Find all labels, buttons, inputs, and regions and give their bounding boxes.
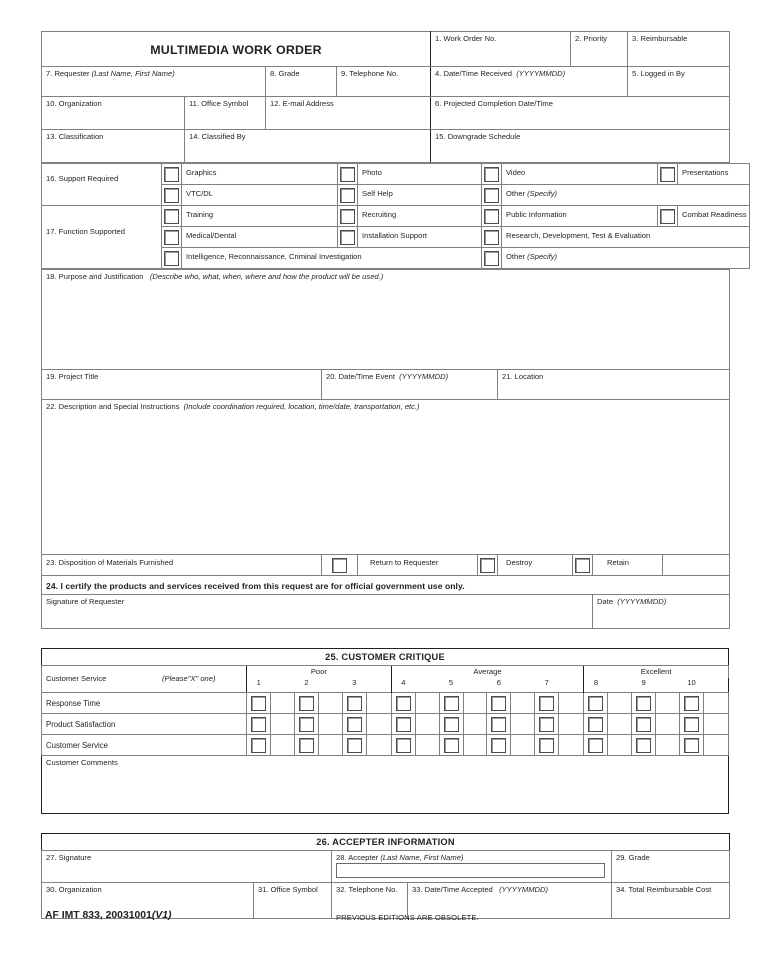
field-description-special-instructions: 22. Description and Special Instructions (Include coordination required, location, time/date, transportation, etc.)	[46, 402, 420, 411]
field-accepter-office-symbol: 31. Office Symbol	[258, 885, 318, 894]
requester-row	[42, 67, 730, 97]
field-organization: 10. Organization	[46, 99, 102, 108]
field-work-order-no: 1. Work Order No.	[435, 34, 497, 43]
rating-spacer	[463, 714, 487, 735]
option-label-support-other: Other (Specify)	[506, 189, 558, 198]
checkbox-public-information[interactable]	[484, 209, 499, 224]
rating-cell-customer-service-9[interactable]	[632, 735, 656, 756]
field-logged-in-by: 5. Logged in By	[632, 69, 685, 78]
rating-cell-customer-service-3[interactable]	[342, 735, 366, 756]
checkbox-installation-support[interactable]	[340, 230, 355, 245]
rating-cell-response-time-2[interactable]	[294, 693, 318, 714]
description-row[interactable]	[42, 400, 730, 555]
field-date-time-received: 4. Date/Time Received (YYYYMMDD)	[435, 69, 566, 78]
rating-spacer	[608, 714, 632, 735]
field-email-address: 12. E-mail Address	[270, 99, 334, 108]
accepter-name-format-hint: (Last Name, First Name)	[380, 853, 464, 862]
checkbox-product-satisfaction-1[interactable]	[251, 717, 266, 732]
rating-cell-response-time-7[interactable]	[535, 693, 559, 714]
rating-cell-product-satisfaction-3[interactable]	[342, 714, 366, 735]
field-accepter-telephone-no: 32. Telephone No.	[336, 885, 398, 894]
checkbox-customer-service-4[interactable]	[396, 738, 411, 753]
field-grade: 8. Grade	[270, 69, 300, 78]
field-priority: 2. Priority	[575, 34, 608, 43]
checkbox-customer-service-7[interactable]	[539, 738, 554, 753]
rating-spacer	[559, 714, 584, 735]
certification-statement: 24. I certify the products and services received from this request are for official government use only.	[46, 581, 465, 591]
checkbox-customer-service-9[interactable]	[636, 738, 651, 753]
checkbox-product-satisfaction-5[interactable]	[444, 717, 459, 732]
critique-title: 25. CUSTOMER CRITIQUE	[325, 652, 445, 662]
requester-signature-row[interactable]	[42, 595, 730, 629]
checkbox-product-satisfaction-10[interactable]	[684, 717, 699, 732]
support-required-row-1	[42, 164, 750, 185]
checkbox-retain[interactable]	[575, 558, 590, 573]
critique-number-6: 6	[496, 678, 502, 688]
option-label-recruiting: Recruiting	[362, 210, 397, 219]
rating-spacer	[511, 735, 535, 756]
checkbox-cell-graphics[interactable]	[162, 164, 182, 185]
rating-cell-product-satisfaction-7[interactable]	[535, 714, 559, 735]
checkbox-cell-vtcdl[interactable]	[162, 185, 182, 206]
customer-critique-block	[41, 648, 729, 814]
option-label-destroy: Destroy	[506, 558, 533, 567]
rating-spacer	[318, 714, 342, 735]
form-footer	[41, 910, 729, 932]
checkbox-return-to-requester[interactable]	[332, 558, 347, 573]
field-downgrade-schedule: 15. Downgrade Schedule	[435, 132, 521, 141]
rating-spacer	[463, 735, 487, 756]
field-projected-completion: 6. Projected Completion Date/Time	[435, 99, 553, 108]
rating-spacer	[559, 693, 584, 714]
work-order-block	[41, 31, 730, 163]
date-event-format-hint: (YYYYMMDD)	[399, 372, 449, 381]
option-label-intelligence: Intelligence, Reconnaissance, Criminal Investigation	[186, 252, 362, 261]
rating-cell-customer-service-1[interactable]	[247, 735, 271, 756]
critique-row-response-time	[42, 693, 729, 714]
checkbox-response-time-3[interactable]	[347, 696, 362, 711]
critique-row-label-customer-service: Customer Service	[46, 741, 108, 750]
customer-comments-row[interactable]	[42, 756, 729, 814]
rating-cell-response-time-3[interactable]	[342, 693, 366, 714]
field-classification: 13. Classification	[46, 132, 104, 141]
field-signature-date: Date (YYYYMMDD)	[597, 597, 667, 606]
field-accepter-signature[interactable]: 27. Signature	[46, 853, 92, 862]
date-accepted-format-hint: (YYYYMMDD)	[499, 885, 549, 894]
option-label-vtcdl: VTC/DL	[186, 189, 214, 198]
checkbox-training[interactable]	[164, 209, 179, 224]
checkbox-cell-destroy[interactable]	[478, 555, 498, 576]
checkbox-response-time-5[interactable]	[444, 696, 459, 711]
rating-cell-product-satisfaction-6[interactable]	[487, 714, 511, 735]
purpose-row[interactable]	[42, 270, 730, 370]
critique-header-label: Customer Service	[46, 674, 107, 683]
checkbox-customer-service-3[interactable]	[347, 738, 362, 753]
option-label-photo: Photo	[362, 168, 382, 177]
rating-spacer	[318, 693, 342, 714]
rating-spacer	[415, 714, 439, 735]
option-label-training: Training	[186, 210, 214, 219]
rating-spacer	[415, 693, 439, 714]
checkbox-response-time-7[interactable]	[539, 696, 554, 711]
checkbox-cell-function-other[interactable]	[482, 248, 502, 269]
checkbox-photo[interactable]	[340, 167, 355, 182]
block-gap-2	[41, 814, 729, 833]
critique-number-8: 8	[593, 678, 599, 688]
critique-number-9: 9	[641, 678, 646, 688]
checkbox-cell-training[interactable]	[162, 206, 182, 227]
rating-cell-customer-service-2[interactable]	[294, 735, 318, 756]
rating-cell-response-time-6[interactable]	[487, 693, 511, 714]
field-date-time-accepted: 33. Date/Time Accepted (YYYYMMDD)	[412, 885, 549, 894]
option-label-installation-support: Installation Support	[362, 231, 428, 240]
checkbox-cell-rdte[interactable]	[482, 227, 502, 248]
field-classified-by: 14. Classified By	[189, 132, 246, 141]
rating-cell-product-satisfaction-9[interactable]	[632, 714, 656, 735]
checkbox-product-satisfaction-2[interactable]	[299, 717, 314, 732]
footer-form-id: AF IMT 833, 20031001(V1)	[45, 910, 172, 921]
checkbox-cell-intelligence[interactable]	[162, 248, 182, 269]
checkbox-response-time-8[interactable]	[588, 696, 603, 711]
field-signature-of-requester[interactable]: Signature of Requester	[46, 597, 125, 606]
field-disposition-of-materials: 23. Disposition of Materials Furnished	[46, 558, 174, 567]
rating-spacer	[703, 693, 728, 714]
option-label-graphics: Graphics	[186, 168, 217, 177]
critique-band-row	[42, 666, 729, 679]
rating-spacer	[559, 735, 584, 756]
signature-date-format-hint: (YYYYMMDD)	[617, 597, 667, 606]
certification-row	[42, 576, 730, 595]
classification-row	[42, 130, 730, 163]
rating-spacer	[608, 693, 632, 714]
form-page	[41, 31, 747, 919]
checkbox-cell-installation-support[interactable]	[338, 227, 358, 248]
rating-cell-customer-service-6[interactable]	[487, 735, 511, 756]
field-requester: 7. Requester (Last Name, First Name)	[46, 69, 175, 78]
field-date-time-event: 20. Date/Time Event (YYYYMMDD)	[326, 372, 449, 381]
rating-cell-product-satisfaction-1[interactable]	[247, 714, 271, 735]
rating-cell-response-time-5[interactable]	[439, 693, 463, 714]
field-project-title: 19. Project Title	[46, 372, 99, 381]
rating-spacer	[511, 693, 535, 714]
rating-spacer	[270, 693, 294, 714]
checkbox-customer-service-5[interactable]	[444, 738, 459, 753]
date-received-format-hint: (YYYYMMDD)	[516, 69, 566, 78]
function-other-specify-hint: (Specify)	[527, 252, 558, 261]
critique-number-3: 3	[352, 678, 357, 688]
rating-spacer	[656, 714, 680, 735]
rating-spacer	[318, 735, 342, 756]
field-total-reimbursable-cost: 34. Total Reimbursable Cost	[616, 885, 712, 894]
rating-spacer	[703, 714, 728, 735]
project-row	[42, 370, 730, 400]
checkbox-cell-combat-readiness[interactable]	[658, 206, 678, 227]
checkbox-cell-self-help[interactable]	[338, 185, 358, 206]
rating-spacer	[366, 714, 391, 735]
checkbox-customer-service-2[interactable]	[299, 738, 314, 753]
checkbox-graphics[interactable]	[164, 167, 179, 182]
checkbox-customer-service-1[interactable]	[251, 738, 266, 753]
checkbox-cell-support-other[interactable]	[482, 185, 502, 206]
checkbox-vtcdl[interactable]	[164, 188, 179, 203]
option-label-presentations: Presentations	[682, 168, 729, 177]
rating-cell-response-time-1[interactable]	[247, 693, 271, 714]
rating-cell-product-satisfaction-5[interactable]	[439, 714, 463, 735]
critique-row-label-product-satisfaction: Product Satisfaction	[46, 720, 116, 729]
footer-note: PREVIOUS EDITIONS ARE OBSOLETE.	[336, 913, 479, 922]
support-function-block	[41, 163, 750, 269]
option-label-self-help: Self Help	[362, 189, 393, 198]
checkbox-destroy[interactable]	[480, 558, 495, 573]
rating-cell-response-time-9[interactable]	[632, 693, 656, 714]
rating-spacer	[415, 735, 439, 756]
accepter-information-block	[41, 833, 730, 919]
checkbox-cell-retain[interactable]	[573, 555, 593, 576]
disposition-row	[42, 555, 730, 576]
rating-cell-customer-service-4[interactable]	[391, 735, 415, 756]
checkbox-customer-service-6[interactable]	[491, 738, 506, 753]
checkbox-cell-presentations[interactable]	[658, 164, 678, 185]
rating-spacer	[463, 693, 487, 714]
checkbox-response-time-9[interactable]	[636, 696, 651, 711]
critique-band-excellent: Excellent	[640, 667, 672, 676]
checkbox-product-satisfaction-6[interactable]	[491, 717, 506, 732]
checkbox-recruiting[interactable]	[340, 209, 355, 224]
field-accepter-grade: 29. Grade	[616, 853, 650, 862]
rating-cell-response-time-10[interactable]	[679, 693, 703, 714]
field-location: 21. Location	[502, 372, 544, 381]
field-telephone-no: 9. Telephone No.	[341, 69, 399, 78]
checkbox-medical-dental[interactable]	[164, 230, 179, 245]
option-label-public-information: Public Information	[506, 210, 567, 219]
option-label-retain: Retain	[607, 558, 629, 567]
rating-cell-response-time-8[interactable]	[584, 693, 608, 714]
critique-number-5: 5	[448, 678, 454, 688]
rating-cell-product-satisfaction-8[interactable]	[584, 714, 608, 735]
option-label-return-to-requester: Return to Requester	[370, 558, 439, 567]
checkbox-cell-video[interactable]	[482, 164, 502, 185]
rating-cell-customer-service-7[interactable]	[535, 735, 559, 756]
field-function-supported: 17. Function Supported	[46, 227, 125, 236]
checkbox-intelligence[interactable]	[164, 251, 179, 266]
rating-spacer	[656, 693, 680, 714]
rating-cell-product-satisfaction-2[interactable]	[294, 714, 318, 735]
checkbox-cell-recruiting[interactable]	[338, 206, 358, 227]
option-label-function-other: Other (Specify)	[506, 252, 558, 261]
critique-number-4: 4	[401, 678, 406, 688]
field-office-symbol: 11. Office Symbol	[189, 99, 249, 108]
rating-cell-customer-service-10[interactable]	[679, 735, 703, 756]
title-row	[42, 32, 730, 67]
accepter-signature-row	[42, 851, 730, 883]
rating-cell-product-satisfaction-10[interactable]	[679, 714, 703, 735]
critique-row-label-response-time: Response Time	[46, 699, 101, 708]
critique-band-average: Average	[473, 667, 502, 676]
checkbox-response-time-6[interactable]	[491, 696, 506, 711]
checkbox-product-satisfaction-9[interactable]	[636, 717, 651, 732]
checkbox-cell-public-information[interactable]	[482, 206, 502, 227]
description-hint: (Include coordination required, location, time/date, transportation, etc.)	[183, 402, 420, 411]
purpose-hint: (Describe who, what, when, where and how the product will be used.)	[149, 272, 384, 281]
critique-header-hint: (Please"X" one)	[162, 674, 216, 683]
rating-spacer	[608, 735, 632, 756]
checkbox-combat-readiness[interactable]	[660, 209, 675, 224]
accepter-name-input[interactable]	[336, 863, 605, 878]
checkbox-product-satisfaction-8[interactable]	[588, 717, 603, 732]
checkbox-self-help[interactable]	[340, 188, 355, 203]
page-title: MULTIMEDIA WORK ORDER	[150, 43, 322, 57]
support-other-specify-hint: (Specify)	[527, 189, 558, 198]
rating-spacer	[511, 714, 535, 735]
checkbox-response-time-2[interactable]	[299, 696, 314, 711]
checkbox-cell-photo[interactable]	[338, 164, 358, 185]
checkbox-support-other[interactable]	[484, 188, 499, 203]
checkbox-response-time-10[interactable]	[684, 696, 699, 711]
rating-spacer	[366, 693, 391, 714]
field-customer-comments: Customer Comments	[46, 758, 118, 767]
accepter-title: 26. ACCEPTER INFORMATION	[316, 837, 455, 847]
field-accepter-organization: 30. Organization	[46, 885, 102, 894]
checkbox-cell-return-to-requester[interactable]	[322, 555, 358, 576]
checkbox-product-satisfaction-4[interactable]	[396, 717, 411, 732]
critique-band-poor: Poor	[310, 667, 327, 676]
checkbox-rdte[interactable]	[484, 230, 499, 245]
critique-number-2: 2	[304, 678, 309, 688]
checkbox-presentations[interactable]	[660, 167, 675, 182]
checkbox-cell-medical-dental[interactable]	[162, 227, 182, 248]
checkbox-product-satisfaction-3[interactable]	[347, 717, 362, 732]
block-gap-1	[41, 629, 729, 648]
option-label-video: Video	[506, 168, 526, 177]
rating-cell-response-time-4[interactable]	[391, 693, 415, 714]
rating-cell-product-satisfaction-4[interactable]	[391, 714, 415, 735]
checkbox-customer-service-8[interactable]	[588, 738, 603, 753]
checkbox-customer-service-10[interactable]	[684, 738, 699, 753]
critique-row-customer-service	[42, 735, 729, 756]
field-purpose-and-justification: 18. Purpose and Justification (Describe who, what, when, where and how the product will be used.)	[46, 272, 384, 281]
function-supported-row-1	[42, 206, 750, 227]
footer-form-version: (V1)	[151, 910, 172, 921]
checkbox-response-time-1[interactable]	[251, 696, 266, 711]
option-label-medical-dental: Medical/Dental	[186, 231, 237, 240]
critique-title-row	[42, 649, 729, 666]
critique-number-10: 10	[687, 678, 696, 688]
accepter-title-row	[42, 834, 730, 851]
critique-row-product-satisfaction	[42, 714, 729, 735]
option-label-combat-readiness: Combat Readiness	[682, 210, 747, 219]
purpose-description-block	[41, 269, 730, 629]
requester-format-hint: (Last Name, First Name)	[91, 69, 175, 78]
checkbox-product-satisfaction-7[interactable]	[539, 717, 554, 732]
rating-cell-customer-service-8[interactable]	[584, 735, 608, 756]
rating-cell-customer-service-5[interactable]	[439, 735, 463, 756]
rating-spacer	[703, 735, 728, 756]
rating-spacer	[270, 714, 294, 735]
critique-number-1: 1	[256, 678, 261, 688]
field-accepter-name: 28. Accepter (Last Name, First Name)	[336, 853, 464, 862]
field-support-required: 16. Support Required	[46, 174, 119, 183]
rating-spacer	[656, 735, 680, 756]
critique-number-7: 7	[544, 678, 549, 688]
organization-row	[42, 97, 730, 130]
checkbox-video[interactable]	[484, 167, 499, 182]
checkbox-function-other[interactable]	[484, 251, 499, 266]
rating-spacer	[366, 735, 391, 756]
rating-spacer	[270, 735, 294, 756]
checkbox-response-time-4[interactable]	[396, 696, 411, 711]
option-label-rdte: Research, Development, Test & Evaluation	[506, 231, 651, 240]
field-reimbursable: 3. Reimbursable	[632, 34, 688, 43]
